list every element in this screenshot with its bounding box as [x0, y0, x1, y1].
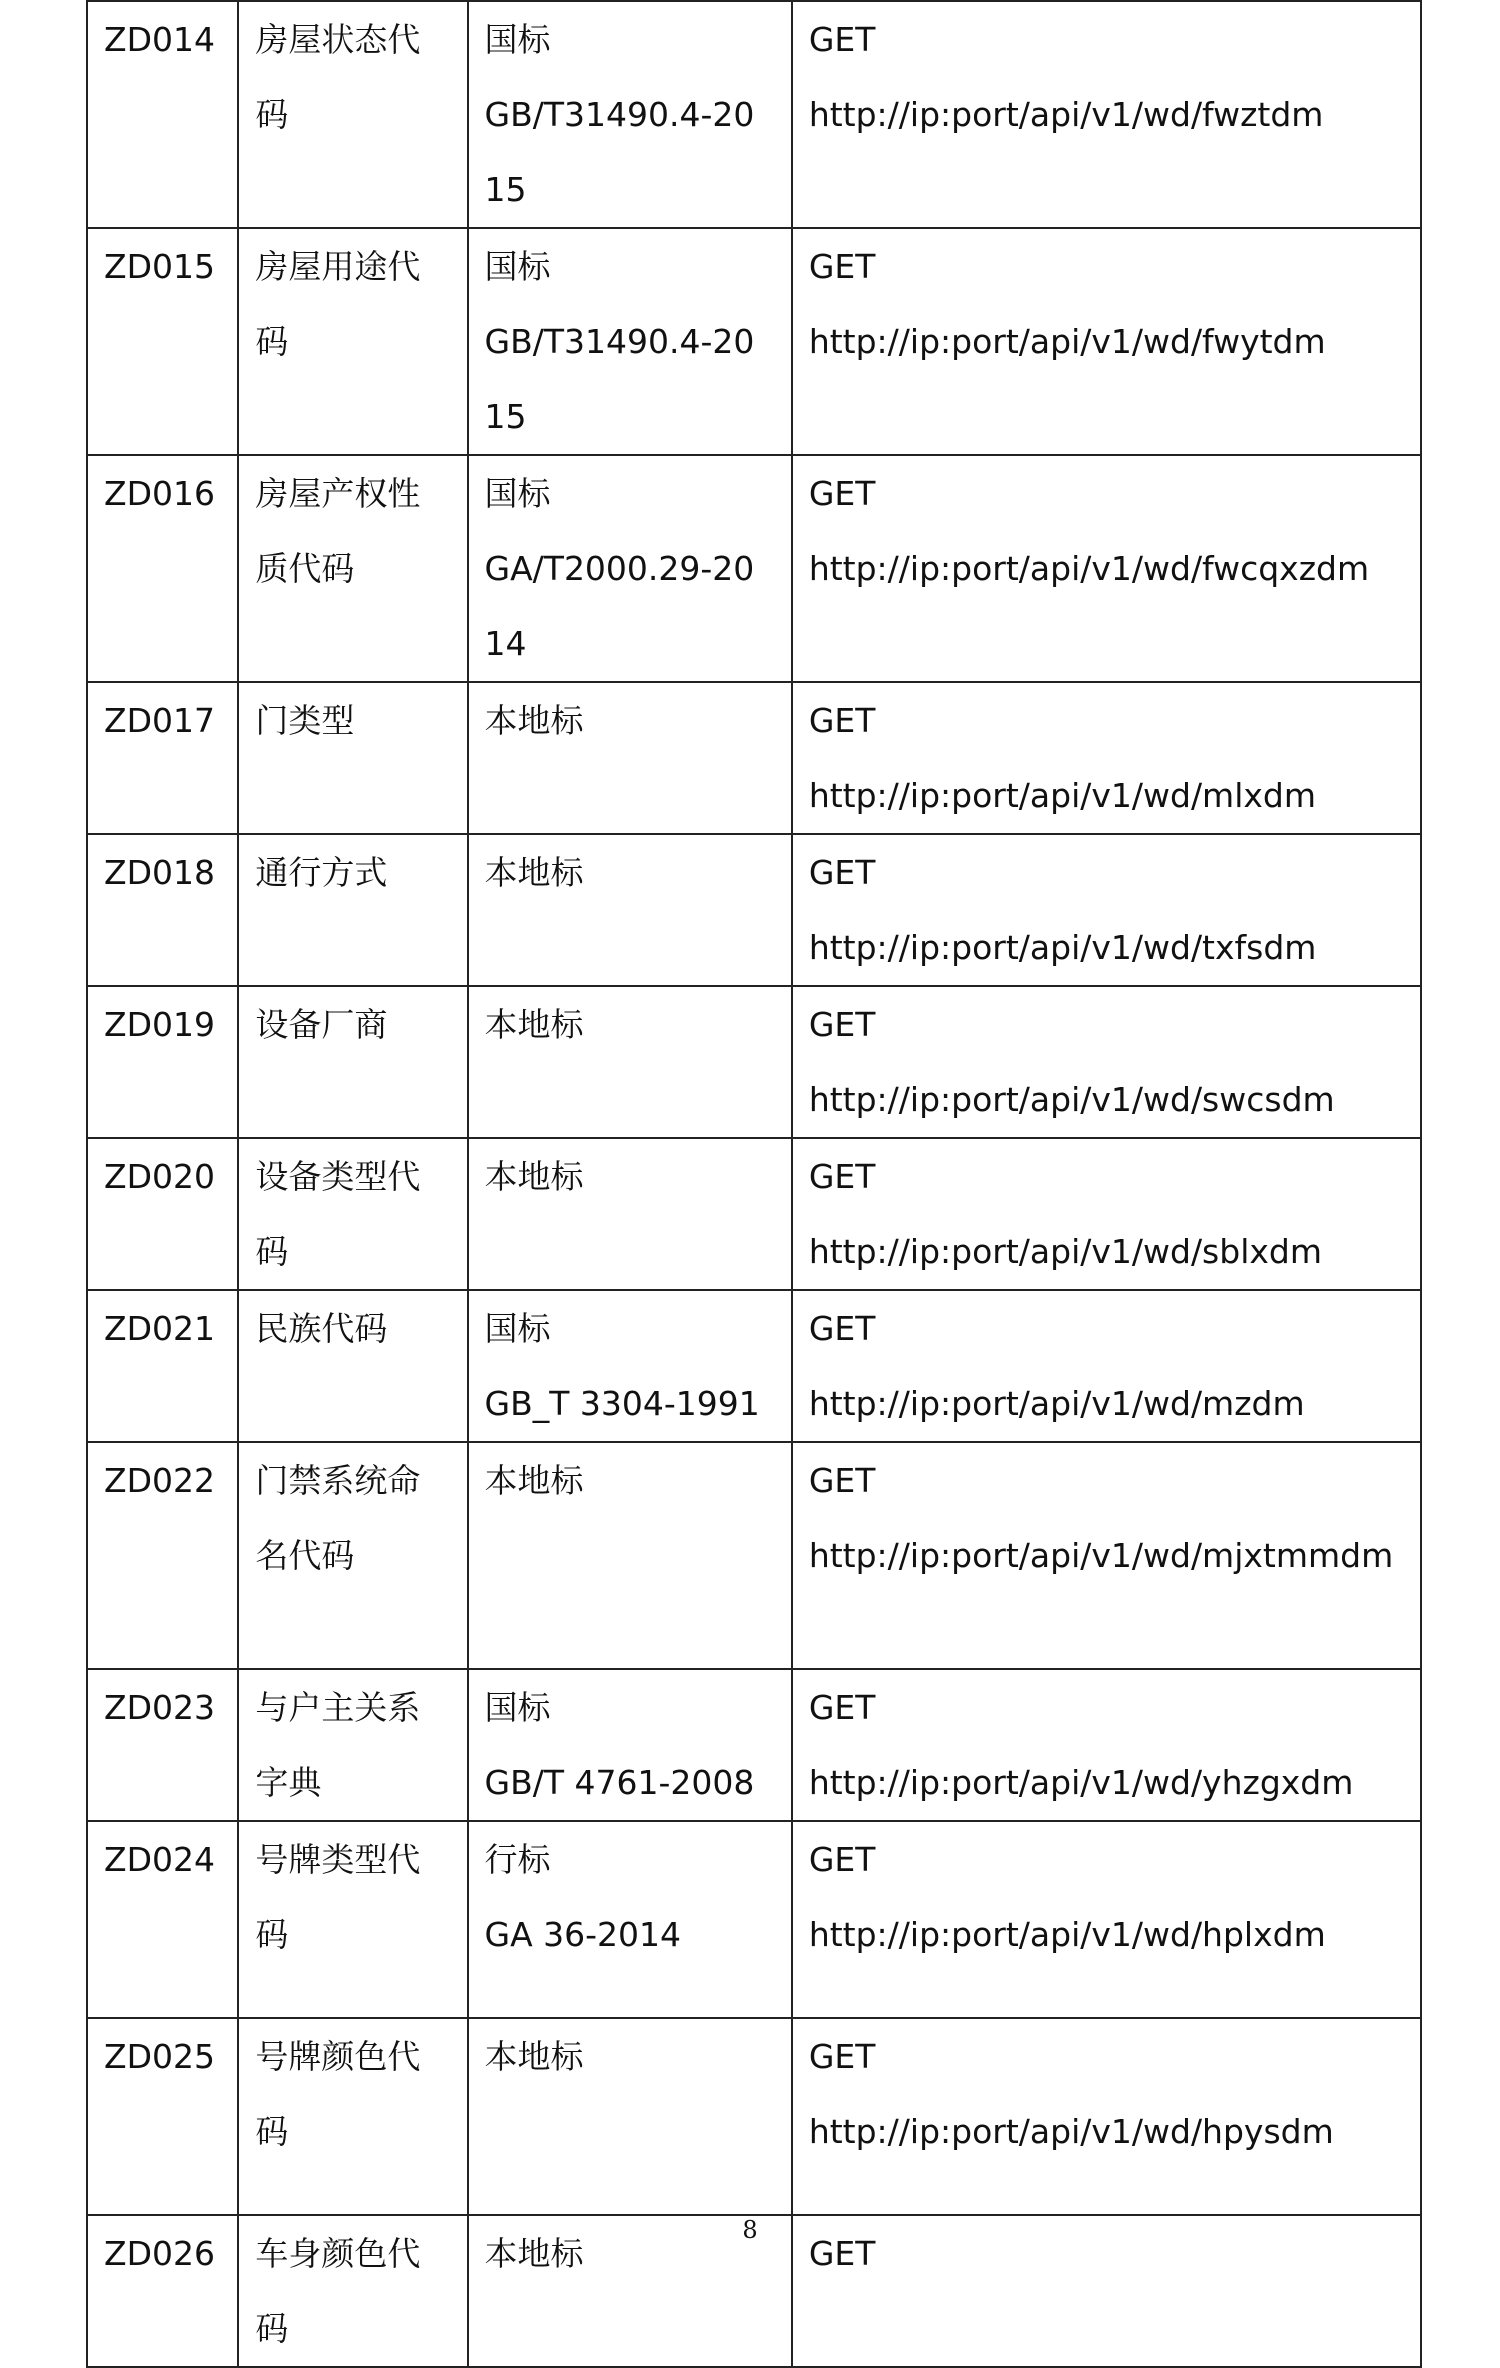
- table-row: [87, 1442, 1421, 1669]
- name-text: 号牌类型代码: [255, 1840, 421, 1954]
- standard-type: 本地标: [484, 2234, 584, 2273]
- api-lines: [809, 1139, 1404, 1289]
- table-row: [87, 1290, 1421, 1442]
- api-lines: [809, 456, 1404, 606]
- http-method: GET: [808, 853, 876, 892]
- table-row: [87, 986, 1421, 1138]
- code-cell: [87, 1442, 238, 1669]
- api-url: http://ip:port/api/v1/wd/yhzgxdm: [808, 1763, 1354, 1802]
- table-row: [87, 1, 1421, 228]
- http-method: GET: [808, 1461, 876, 1500]
- standard-lines: [485, 2, 775, 227]
- api-cell: [792, 986, 1421, 1138]
- name-text: 房屋用途代码: [255, 247, 421, 361]
- api-lines: [809, 1443, 1404, 1593]
- standard-type: 国标: [484, 1309, 551, 1348]
- api-lines: [809, 229, 1404, 379]
- name-text: 门禁系统命名代码: [255, 1461, 421, 1575]
- api-cell: [792, 228, 1421, 455]
- code-cell: [87, 1669, 238, 1821]
- http-method: GET: [808, 20, 876, 59]
- standard-type: 本地标: [484, 1005, 584, 1044]
- standard-cell: [468, 1138, 792, 1290]
- api-cell: [792, 1290, 1421, 1442]
- name-text: 与户主关系字典: [255, 1688, 421, 1802]
- table-row: [87, 2018, 1421, 2215]
- code-text: ZD020: [104, 1157, 216, 1196]
- name-text: 车身颜色代码: [255, 2234, 421, 2348]
- name-cell: [238, 2018, 467, 2215]
- api-url: http://ip:port/api/v1/wd/fwcqxzdm: [808, 549, 1370, 588]
- standard-type: 本地标: [484, 1157, 584, 1196]
- code-text: ZD016: [104, 474, 216, 513]
- standard-lines: [485, 1139, 775, 1214]
- http-method: GET: [808, 1005, 876, 1044]
- api-lines: [809, 987, 1404, 1137]
- standard-number: GB/T31490.4-2015: [484, 95, 755, 209]
- standard-cell: [468, 228, 792, 455]
- api-url: http://ip:port/api/v1/wd/fwztdm: [808, 95, 1324, 134]
- standard-number: GB_T 3304-1991: [484, 1384, 760, 1423]
- code-cell: [87, 1138, 238, 1290]
- standard-type: 国标: [484, 474, 551, 513]
- code-cell: [87, 682, 238, 834]
- standard-type: 本地标: [484, 701, 584, 740]
- standard-cell: [468, 455, 792, 682]
- api-lines: [809, 1291, 1404, 1441]
- api-url: http://ip:port/api/v1/wd/sblxdm: [808, 1232, 1322, 1271]
- api-lines: [809, 683, 1404, 833]
- standard-cell: [468, 682, 792, 834]
- table-row: [87, 1669, 1421, 1821]
- api-url: http://ip:port/api/v1/wd/fwytdm: [808, 322, 1326, 361]
- name-cell: [238, 1442, 467, 1669]
- standard-type: 行标: [484, 1840, 551, 1879]
- api-url: http://ip:port/api/v1/wd/txfsdm: [808, 928, 1317, 967]
- name-cell: [238, 1821, 467, 2018]
- api-url: http://ip:port/api/v1/wd/mlxdm: [808, 776, 1316, 815]
- name-text: 民族代码: [255, 1309, 388, 1348]
- code-text: ZD023: [104, 1688, 216, 1727]
- name-cell: [238, 682, 467, 834]
- http-method: GET: [808, 2234, 876, 2273]
- api-cell: [792, 1821, 1421, 2018]
- standard-type: 本地标: [484, 853, 584, 892]
- http-method: GET: [808, 1840, 876, 1879]
- code-cell: [87, 986, 238, 1138]
- dictionary-table: [86, 0, 1422, 2368]
- http-method: GET: [808, 1157, 876, 1196]
- name-cell: [238, 1290, 467, 1442]
- code-text: ZD018: [104, 853, 216, 892]
- standard-type: 国标: [484, 247, 551, 286]
- standard-cell: [468, 834, 792, 986]
- table-row: [87, 834, 1421, 986]
- http-method: GET: [808, 474, 876, 513]
- code-text: ZD025: [104, 2037, 216, 2076]
- code-text: ZD022: [104, 1461, 216, 1500]
- api-cell: [792, 455, 1421, 682]
- http-method: GET: [808, 1309, 876, 1348]
- standard-cell: [468, 1821, 792, 2018]
- standard-lines: [485, 987, 775, 1062]
- api-lines: [809, 1822, 1404, 1972]
- name-cell: [238, 834, 467, 986]
- code-text: ZD021: [104, 1309, 216, 1348]
- name-cell: [238, 1, 467, 228]
- standard-lines: [485, 2019, 775, 2094]
- name-text: 号牌颜色代码: [255, 2037, 421, 2151]
- standard-cell: [468, 1290, 792, 1442]
- api-lines: [809, 1670, 1404, 1820]
- standard-cell: [468, 1442, 792, 1669]
- code-cell: [87, 834, 238, 986]
- api-url: http://ip:port/api/v1/wd/hplxdm: [808, 1915, 1326, 1954]
- name-cell: [238, 1669, 467, 1821]
- standard-type: 国标: [484, 20, 551, 59]
- http-method: GET: [808, 1688, 876, 1727]
- standard-number: GA 36-2014: [484, 1915, 682, 1954]
- api-lines: [809, 2019, 1404, 2169]
- table-row: [87, 228, 1421, 455]
- name-text: 通行方式: [255, 853, 388, 892]
- api-cell: [792, 834, 1421, 986]
- table-row: [87, 682, 1421, 834]
- api-url: http://ip:port/api/v1/wd/hpysdm: [808, 2112, 1334, 2151]
- standard-lines: [485, 456, 775, 681]
- standard-lines: [485, 835, 775, 910]
- code-cell: [87, 2018, 238, 2215]
- http-method: GET: [808, 247, 876, 286]
- http-method: GET: [808, 701, 876, 740]
- api-lines: [809, 835, 1404, 985]
- page-number: 8: [742, 2216, 758, 2244]
- standard-lines: [485, 1670, 775, 1820]
- api-url: http://ip:port/api/v1/wd/swcsdm: [808, 1080, 1335, 1119]
- name-text: 房屋状态代码: [255, 20, 421, 134]
- standard-lines: [485, 683, 775, 758]
- api-lines: [809, 2, 1404, 152]
- name-text: 房屋产权性质代码: [255, 474, 421, 588]
- code-text: ZD024: [104, 1840, 216, 1879]
- name-cell: [238, 986, 467, 1138]
- api-cell: [792, 1442, 1421, 1669]
- name-text: 门类型: [255, 701, 355, 740]
- standard-number: GB/T31490.4-2015: [484, 322, 755, 436]
- standard-cell: [468, 2018, 792, 2215]
- api-cell: [792, 2018, 1421, 2215]
- name-cell: [238, 228, 467, 455]
- code-text: ZD014: [104, 20, 216, 59]
- standard-type: 国标: [484, 1688, 551, 1727]
- api-cell: [792, 1138, 1421, 1290]
- name-text: 设备厂商: [255, 1005, 388, 1044]
- api-url: http://ip:port/api/v1/wd/mjxtmmdm: [808, 1536, 1394, 1575]
- standard-cell: [468, 986, 792, 1138]
- standard-lines: [485, 1822, 775, 1972]
- api-url: http://ip:port/api/v1/wd/mzdm: [808, 1384, 1305, 1423]
- api-cell: [792, 682, 1421, 834]
- table-row: [87, 1138, 1421, 1290]
- code-text: ZD019: [104, 1005, 216, 1044]
- code-cell: [87, 455, 238, 682]
- standard-cell: [468, 1669, 792, 1821]
- code-cell: [87, 1290, 238, 1442]
- standard-type: 本地标: [484, 1461, 584, 1500]
- code-cell: [87, 1821, 238, 2018]
- name-text: 设备类型代码: [255, 1157, 421, 1271]
- standard-number: GA/T2000.29-2014: [484, 549, 755, 663]
- api-cell: [792, 1, 1421, 228]
- code-cell: [87, 228, 238, 455]
- standard-type: 本地标: [484, 2037, 584, 2076]
- standard-lines: [485, 1443, 775, 1518]
- standard-number: GB/T 4761-2008: [484, 1763, 755, 1802]
- api-cell: [792, 1669, 1421, 1821]
- http-method: GET: [808, 2037, 876, 2076]
- code-text: ZD015: [104, 247, 216, 286]
- name-cell: [238, 1138, 467, 1290]
- table-row: [87, 455, 1421, 682]
- standard-lines: [485, 1291, 775, 1441]
- standard-cell: [468, 1, 792, 228]
- standard-lines: [485, 229, 775, 454]
- code-text: ZD017: [104, 701, 216, 740]
- name-cell: [238, 455, 467, 682]
- code-text: ZD026: [104, 2234, 216, 2273]
- code-cell: [87, 1, 238, 228]
- table-body: [87, 1, 1421, 2367]
- table-row: [87, 1821, 1421, 2018]
